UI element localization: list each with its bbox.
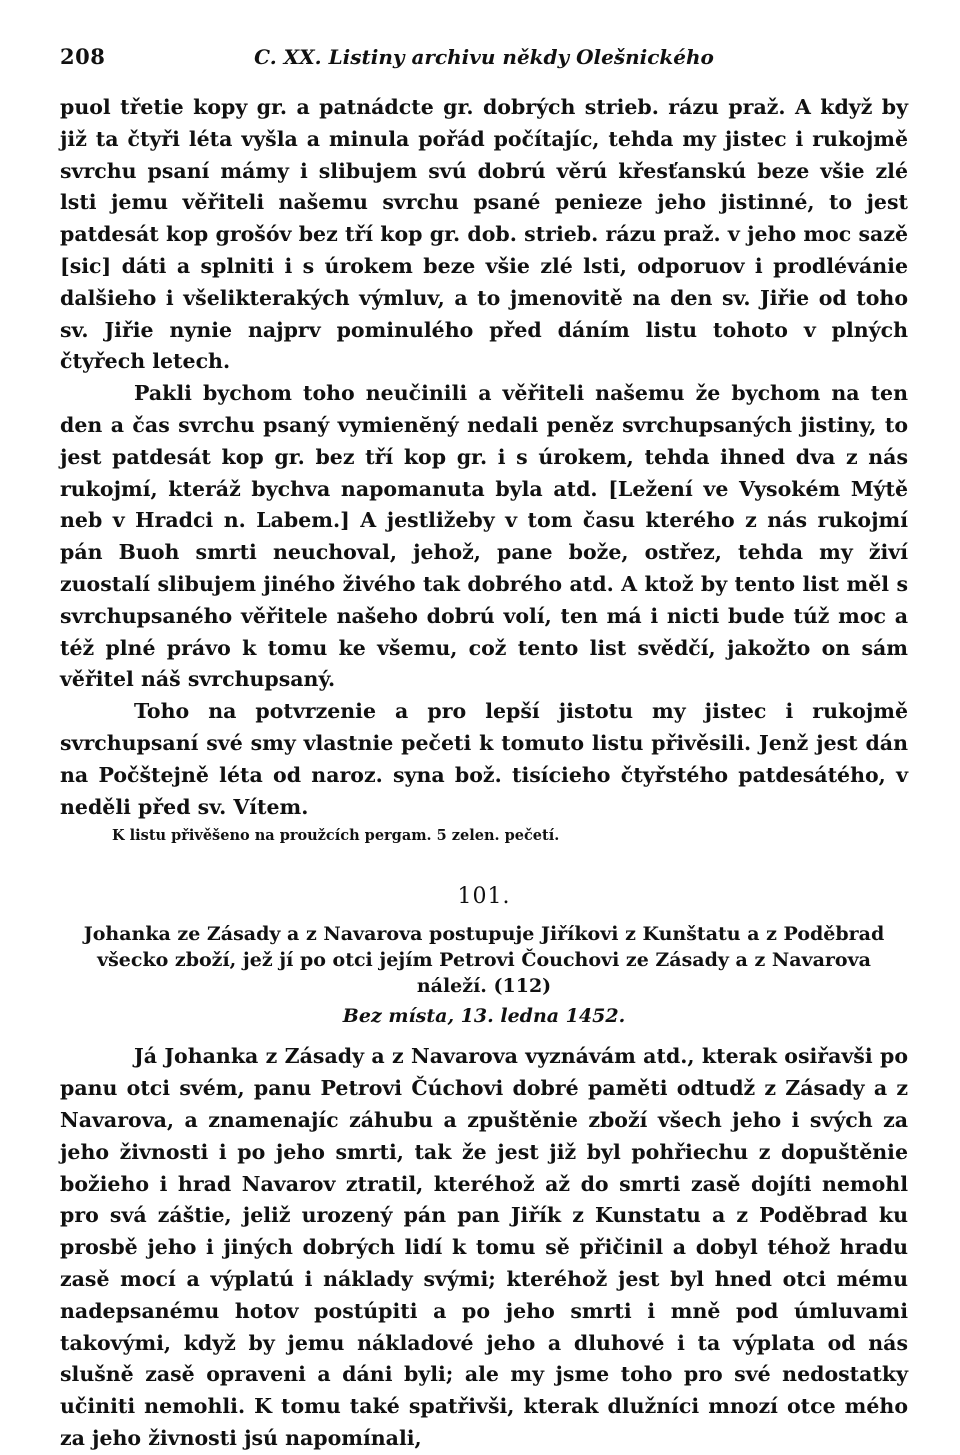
running-head-title: C. XX. Listiny archivu někdy Olešnického bbox=[254, 45, 714, 69]
body-text bbox=[60, 92, 908, 1455]
paragraph: Pakli bychom toho neučinili a věřiteli našemu že bychom na ten den a čas svrchu psaný vymienĕný nedali peněz svrchupsaných jistiny, to jest patdesát kop gr. bez tří kop gr. i s úrokem, tehda ihned dva z nás rukojmí, kteráž bychva napomanuta byla atd. [Ležení ve Vysokém Mýtě neb v Hradci n. Labem.] A jestližeby v tom času kterého z nás rukojmí pán Buoh smrti neuchoval, jehož, pane bože, ostřez, tehda my živí zuostalí slibujem jiného živého tak dobrého atd. A ktož by tento list měl s svrchupsaného věřitele našeho dobrú volí, ten má i nicti bude túž moc a též plné právo k tomu ke všemu, což tento list svědčí, jakožto on sám věřitel náš svrchupsaný. bbox=[60, 381, 908, 692]
document-text: Já Johanka z Zásady a z Navarova vyznávám atd., kterak osiřavši po panu otci svém, panu Petrovi Čúchovi dobré paměti odtudž z Zásady a z Navarova, a znamenajíc záhubu a zpuštěnie zboží všech jeho i svých za jeho živnosti i po jeho smrti, tak že jest již byl pohřiechu z dopuštěnie božieho i hrad Navarov ztratil, kteréhož až do smrti zasě dojíti nemohl pro svá záštie, jeliž urozený pán pan Jiřík z Kunstatu a z Poděbrad ku prosbě jeho i jiných dobrých lidí k tomu sě přičinil a dobyl téhož hradu zasě mocí a výplatú i náklady svými; kteréhož jest byl hned otci mému nadepsanému hotov postúpiti a po jeho smrti i mně pod úmluvami takovými, když by jemu nákladové jeho a dluhové i ta výplata od nás slušně zasě opraveni a dáni byli; ale my jsme toho pro své nedostatky učiniti nemohli. K tomu také spatřivši, kterak dlužníci mnozí otce mého za jeho živnosti jsú napomínali, bbox=[60, 1044, 908, 1450]
seal-note: K listu přivěšeno na proužcích pergam. 5 zelen. pečetí. bbox=[112, 827, 560, 845]
paragraph-continuation: puol třetie kopy gr. a patnádcte gr. dobrých strieb. rázu praž. A když by již ta čtyři léta vyšla a minula pořád počítajíc, tehda my jistec i rukojmě svrchu psaní mámy i slibujem svú dobrú věrú křesťanskú beze všie zlé lsti jemu věřiteli našemu svrchu psané penieze jeho jistinné, to jest patdesát kop grošóv bez tří kop gr. dob. strieb. rázu praž. v jeho moc sazě [sic] dáti a splniti i s úrokem beze všie zlé lsti, odporuov i prodlévánie dalšieho i všelikterakých výmluv, a to jmenovitě na den sv. Jiřie od toho sv. Jiřie nynie najprv pominulého před dáním listu tohoto v plných čtyřech letech. bbox=[60, 95, 908, 374]
document-summary: Johanka ze Zásady a z Navarova postupuje Jiříkovi z Kunštatu a z Poděbrad všecko zboží, jež jí po otci jejím Petrovi Čouchovi ze Zásady a z Navarova náleží. (112) bbox=[83, 923, 885, 998]
document-dateline: Bez místa, 13. ledna 1452. bbox=[342, 1005, 626, 1028]
document-number: 101. bbox=[457, 884, 511, 910]
page-number: 208 bbox=[60, 44, 106, 69]
paragraph: Toho na potvrzenie a pro lepší jistotu my jistec i rukojmě svrchupsaní své smy vlastnie pečeti k tomuto listu přivěsili. Jenž jest dán na Počštejně léta od naroz. syna bož. tisícieho čtyřstého patdesátého, v neděli před sv. Vítem. bbox=[60, 699, 908, 819]
running-head bbox=[60, 44, 908, 74]
